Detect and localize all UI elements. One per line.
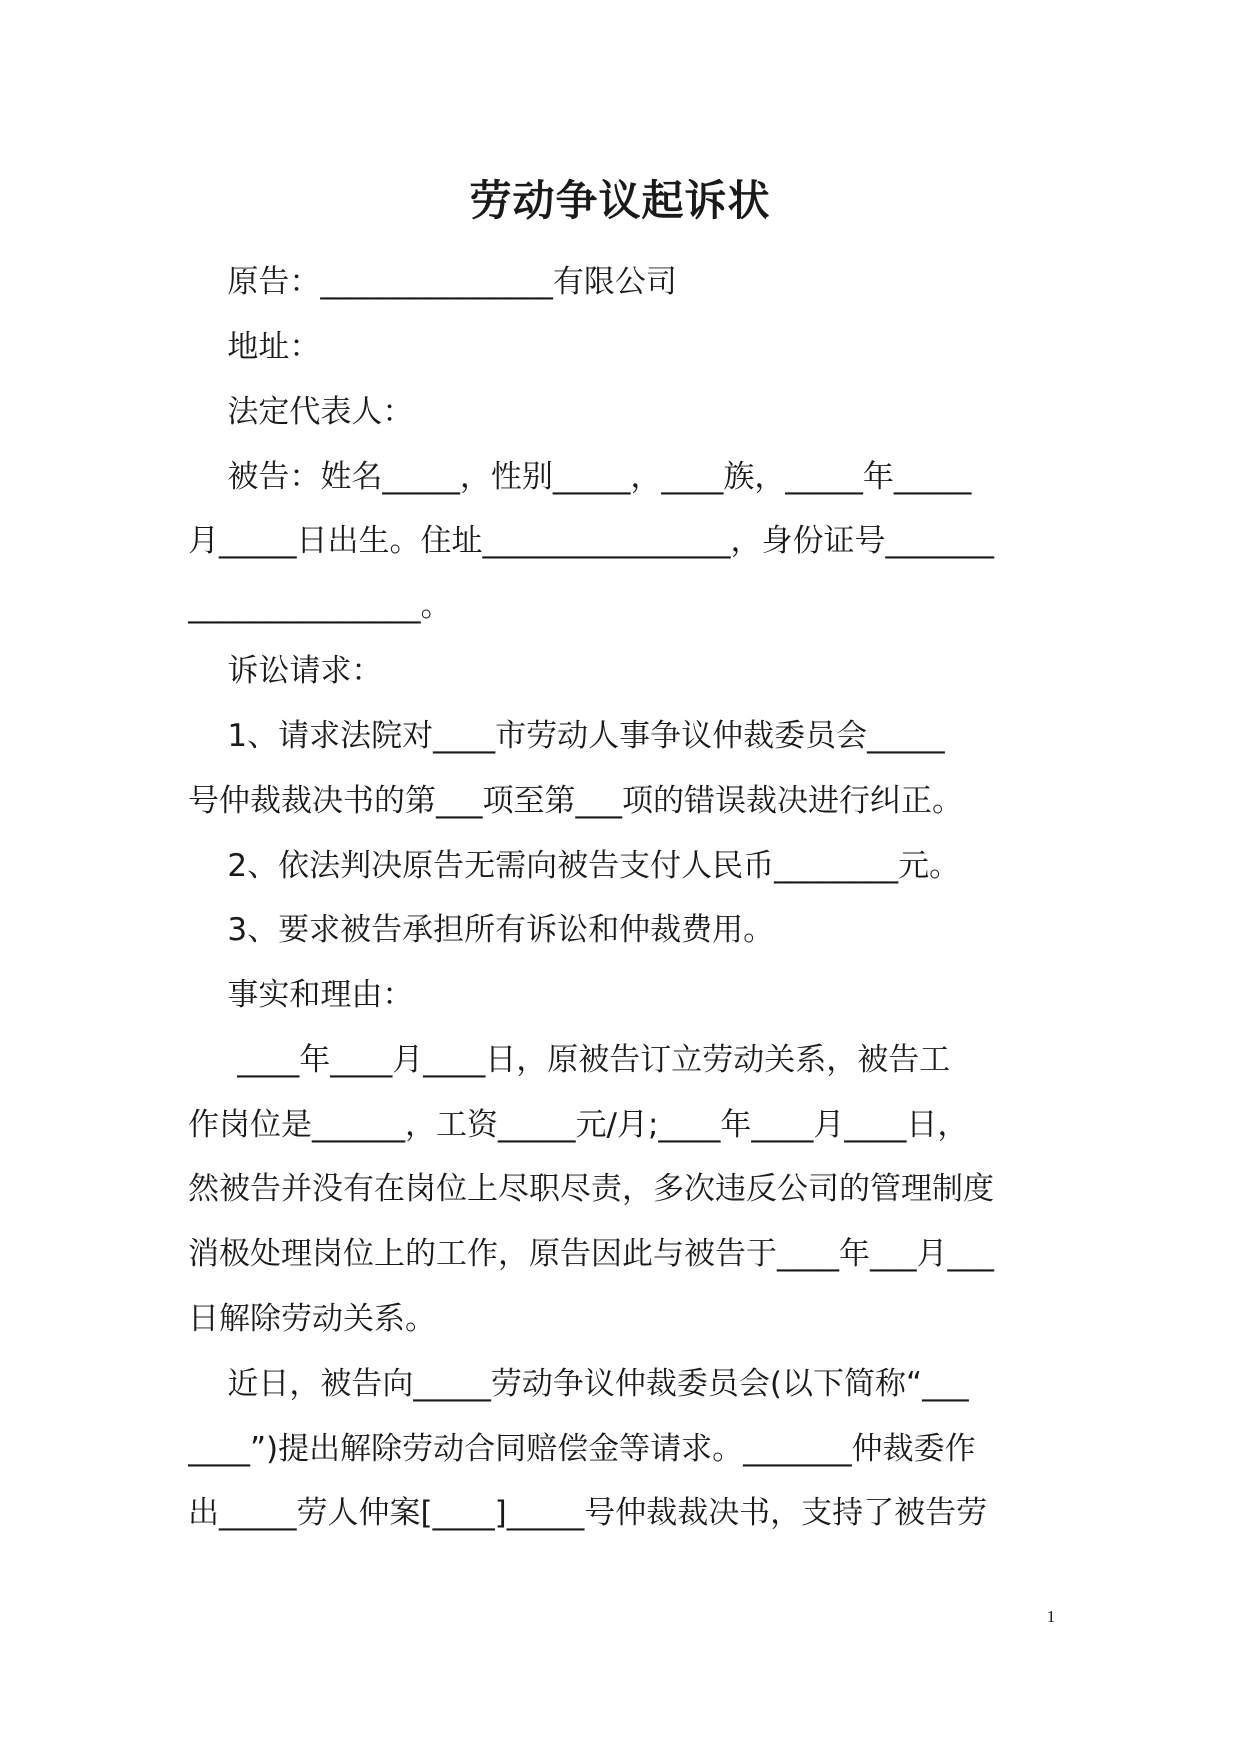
text-line: 出_____劳人仲案[____]_____号仲裁裁决书，支持了被告劳 — [188, 1495, 988, 1531]
text-line: 诉讼请求： — [188, 653, 383, 689]
text-line: ____”)提出解除劳动合同赔偿金等请求。_______仲裁委作 — [188, 1431, 976, 1467]
text-line: 2、依法判决原告无需向被告支付人民币________元。 — [188, 848, 961, 884]
text-line: ____年____月____日，原被告订立劳动关系，被告工 — [188, 1042, 951, 1078]
text-line: 1、请求法院对____市劳动人事争议仲裁委员会_____ — [188, 718, 945, 754]
text-line: 原告：_______________有限公司 — [188, 264, 677, 300]
text-line: 近日，被告向_____劳动争议仲裁委员会(以下简称“___ — [188, 1366, 969, 1402]
text-line: _______________。 — [188, 588, 452, 624]
page-number: 1 — [1046, 1607, 1056, 1626]
text-line: 事实和理由： — [188, 977, 414, 1013]
text-line: 地址： — [188, 329, 321, 365]
text-line: 法定代表人： — [188, 394, 414, 430]
document-title: 劳动争议起诉状 — [469, 176, 771, 225]
text-line: 日解除劳动关系。 — [188, 1301, 436, 1337]
text-line: 月_____日出生。住址________________，身份证号_______ — [188, 523, 994, 559]
text-line: 然被告并没有在岗位上尽职尽责，多次违反公司的管理制度 — [188, 1171, 994, 1207]
text-line: 号仲裁裁决书的第___项至第___项的错误裁决进行纠正。 — [188, 783, 963, 819]
text-line: 被告：姓名_____，性别_____，____族，_____年_____ — [188, 459, 972, 495]
text-line: 3、要求被告承担所有诉讼和仲裁费用。 — [188, 912, 775, 948]
text-line: 消极处理岗位上的工作，原告因此与被告于____年___月___ — [188, 1236, 994, 1272]
text-line: 作岗位是______，工资_____元/月;____年____月____日， — [188, 1107, 969, 1143]
